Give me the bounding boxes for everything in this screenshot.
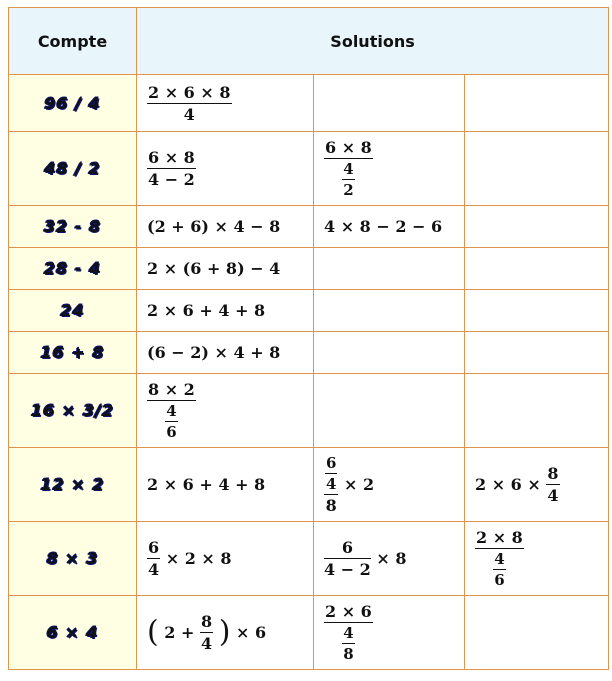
numerator: 8 × 2 [148,380,195,399]
solution-cell [465,522,609,596]
inner-prefix: 2 + [164,623,195,642]
empty-cell [465,75,609,132]
numerator: 6 [148,538,160,557]
denominator: 4 − 2 [324,560,371,579]
suffix-expression: × 6 [236,623,267,642]
empty-cell [465,596,609,670]
nested-fraction [342,624,354,663]
compte-cell: 96 / 4 [9,75,137,132]
nested-fraction [325,454,337,493]
compte-cell: 8 × 3 [9,522,137,596]
numerator: 2 × 8 [476,528,523,547]
table-row [9,374,609,448]
compte-cell: 32 - 8 [9,206,137,248]
fraction [147,538,160,579]
solution-cell [137,522,314,596]
denominator: 4 [183,104,195,124]
table-row [9,522,609,596]
solution-cell [137,374,314,448]
solution-cell: 2 × (6 + 8) − 4 [137,248,314,290]
solution-cell [137,596,314,670]
solution-cell: (6 − 2) × 4 + 8 [137,332,314,374]
solutions-table [8,7,609,670]
denominator: 4 [547,486,559,505]
solution-cell [465,448,609,522]
table-row [9,75,609,132]
nested-fraction [342,160,354,199]
fraction [475,528,524,589]
compte-cell: 16 + 8 [9,332,137,374]
denominator [475,549,524,589]
table-row [9,448,609,522]
empty-cell [314,290,465,332]
compte-cell: 48 / 2 [9,132,137,206]
suffix-expression: × 8 [376,549,407,568]
table-row [9,596,609,670]
empty-cell [465,248,609,290]
numerator: 6 × 8 [325,138,372,157]
solution-cell [137,132,314,206]
denominator [147,401,196,441]
fraction [200,612,213,653]
numerator: 4 [343,160,354,178]
denominator: 6 [166,423,177,441]
fraction [546,464,559,505]
empty-cell [465,206,609,248]
compte-cell: 24 [9,290,137,332]
fraction [324,602,373,663]
denominator: 8 [325,496,337,515]
table-row [9,132,609,206]
numerator: 6 [324,538,371,559]
fraction [147,148,196,189]
solution-cell [314,596,465,670]
empty-cell [314,75,465,132]
denominator: 2 [343,181,354,199]
close-paren: ) [218,614,231,650]
solution-cell [314,522,465,596]
denominator: 4 − 2 [148,170,195,189]
empty-cell [314,248,465,290]
open-paren: ( [147,614,159,650]
empty-cell [314,374,465,448]
denominator [324,623,373,663]
fraction [147,83,232,124]
empty-cell [465,132,609,206]
solution-cell: 4 × 8 − 2 − 6 [314,206,465,248]
solution-cell: 2 × 6 + 4 + 8 [137,448,314,522]
denominator [324,159,373,199]
table-row [9,206,609,248]
table-row [9,248,609,290]
solution-cell: 2 × 6 + 4 + 8 [137,290,314,332]
denominator: 4 [200,634,213,653]
compte-header: Compte [9,8,137,75]
empty-cell [465,332,609,374]
numerator [324,454,338,495]
solutions-header: Solutions [137,8,609,75]
table-row [9,332,609,374]
fraction [324,538,371,579]
numerator: 8 [200,612,213,631]
numerator: 2 × 6 [325,602,372,621]
empty-cell [465,374,609,448]
solution-cell [137,75,314,132]
numerator: 6 × 8 [148,148,195,167]
numerator: 4 [343,624,354,642]
fraction [324,454,338,515]
numerator: 4 [166,402,177,420]
solution-cell [314,132,465,206]
suffix-expression: × 2 × 8 [165,549,232,568]
suffix-expression: × 2 [344,475,375,494]
prefix-expression: 2 × 6 × [475,475,541,494]
compte-cell: 6 × 4 [9,596,137,670]
denominator: 4 [148,560,160,579]
fraction [147,380,196,441]
header-row [9,8,609,75]
denominator: 4 [326,475,337,493]
table-row [9,290,609,332]
numerator: 6 [326,454,337,472]
numerator: 8 [547,464,559,483]
denominator: 6 [494,571,505,589]
nested-fraction [165,402,177,441]
solution-cell [314,448,465,522]
nested-fraction [493,550,505,589]
solution-cell: (2 + 6) × 4 − 8 [137,206,314,248]
compte-cell: 16 × 3/2 [9,374,137,448]
compte-cell: 12 × 2 [9,448,137,522]
fraction [324,138,373,199]
denominator: 8 [343,645,354,663]
numerator: 4 [494,550,505,568]
empty-cell [465,290,609,332]
compte-cell: 28 - 4 [9,248,137,290]
empty-cell [314,332,465,374]
numerator: 2 × 6 × 8 [148,82,231,102]
